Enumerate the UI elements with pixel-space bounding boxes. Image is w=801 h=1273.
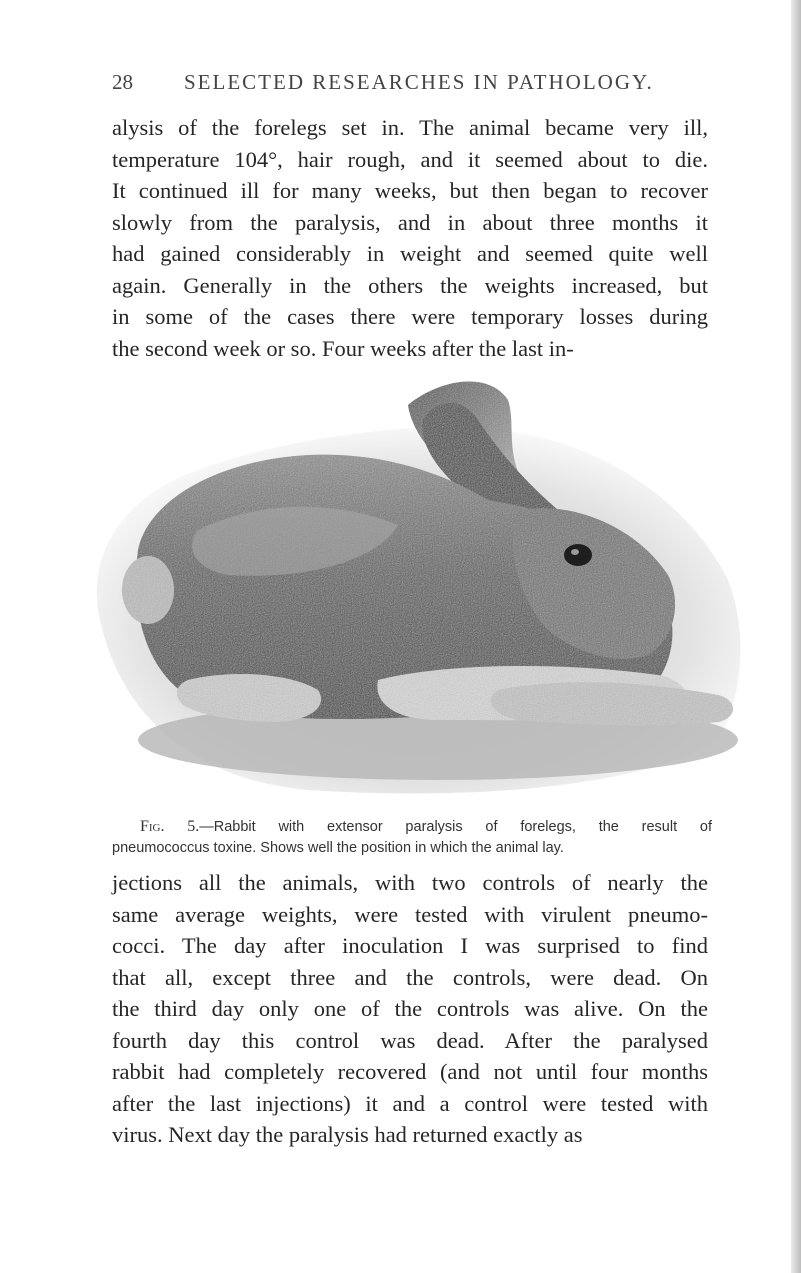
text-line: rabbit had completely recovered (and not until four months [112, 1059, 708, 1084]
caption-line: pneumococcus toxine. Shows well the position in which the animal lay. [112, 840, 564, 856]
text-line: same average weights, were tested with virulent pneumo- [112, 901, 708, 927]
text-line: cocci. The day after inoculation I was surprised to find [112, 933, 708, 958]
text-line: again. Generally in the others the weights increased, but [112, 272, 708, 298]
text-line: temperature 104°, hair rough, and it seemed about to die. [112, 146, 708, 172]
text-line: It continued ill for many weeks, but then began to recover [112, 178, 708, 203]
text-line: alysis of the forelegs set in. The animal became very ill, [112, 115, 708, 140]
text-line: jections all the animals, with two controls of nearly the [112, 870, 708, 895]
figure-label: Fig. 5. [140, 818, 200, 835]
body-paragraph-1 [112, 112, 708, 364]
figure-caption [112, 816, 712, 859]
rabbit-illustration [78, 360, 758, 805]
caption-text: —Rabbit with extensor paralysis of forelegs, the result of [199, 819, 712, 835]
running-head: SELECTED RESEARCHES IN PATHOLOGY. [184, 70, 654, 94]
text-line: virus. Next day the paralysis had returned exactly as [112, 1122, 583, 1147]
text-line: fourth day this control was dead. After the paralysed [112, 1027, 708, 1053]
text-line: in some of the cases there were temporary losses during [112, 304, 708, 329]
rabbit-figure [78, 360, 758, 805]
text-line: slowly from the paralysis, and in about three months it [112, 209, 708, 235]
text-line: that all, except three and the controls, were dead. On [112, 964, 708, 990]
caption-line [112, 816, 712, 838]
text-line: the second week or so. Four weeks after the last in- [112, 335, 574, 361]
text-line: had gained considerably in weight and seemed quite well [112, 241, 708, 266]
page-edge [791, 0, 801, 1273]
text-line: after the last injections) it and a control were tested with [112, 1090, 708, 1116]
page-number: 28 [112, 70, 133, 94]
text-line: the third day only one of the controls was alive. On the [112, 996, 708, 1021]
body-paragraph-2 [112, 867, 708, 1151]
